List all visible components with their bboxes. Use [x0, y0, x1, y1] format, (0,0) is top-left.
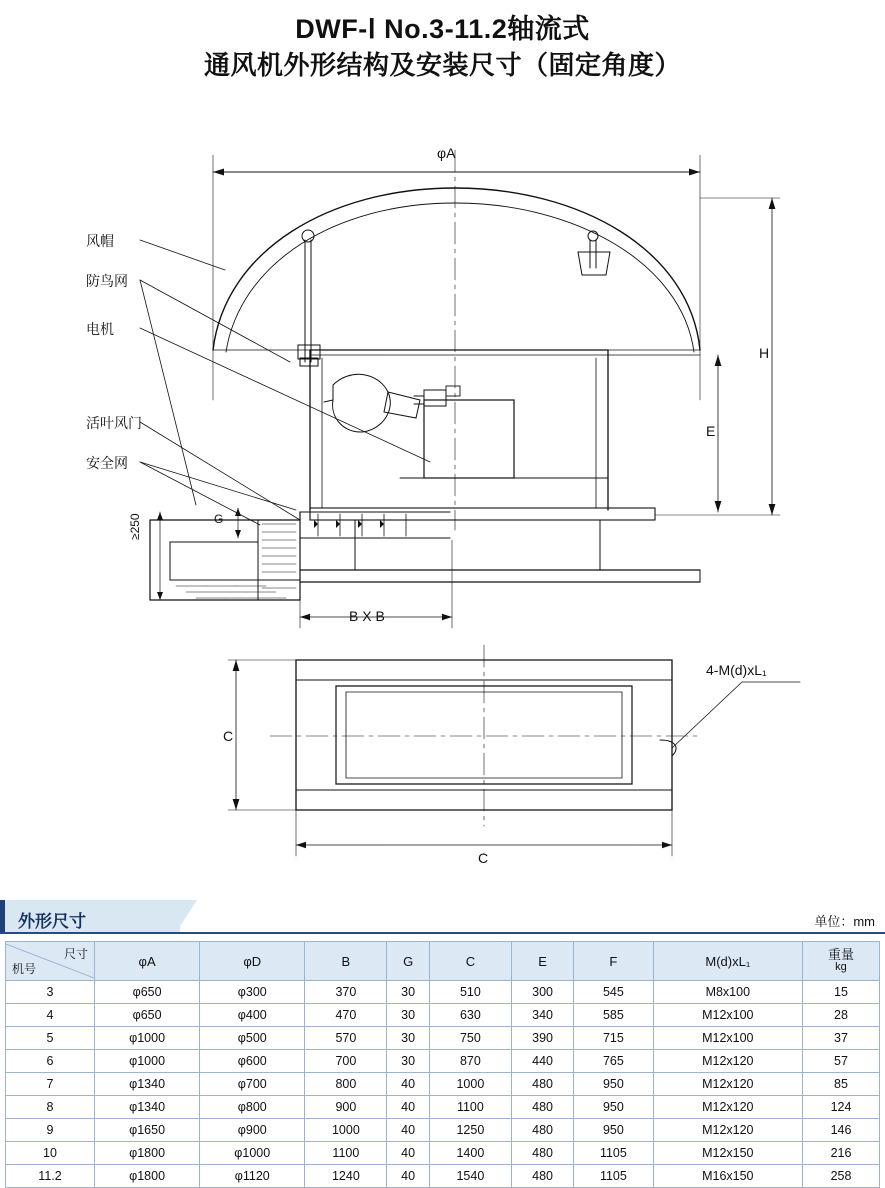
cell-bolt: M12x100	[653, 1004, 802, 1027]
cell-phi-d: φ600	[200, 1050, 305, 1073]
col-header-f: F	[574, 942, 653, 981]
callout-wind-cap: 风帽	[86, 233, 114, 249]
cell-b: 570	[305, 1027, 387, 1050]
cell-c: 1100	[429, 1096, 511, 1119]
cell-g: 30	[387, 981, 429, 1004]
cell-c: 870	[429, 1050, 511, 1073]
cell-b: 470	[305, 1004, 387, 1027]
cell-model: 6	[6, 1050, 95, 1073]
dim-e: E	[706, 423, 716, 439]
cell-phi-d: φ1000	[200, 1142, 305, 1165]
technical-drawing	[0, 100, 885, 890]
cell-phi-a: φ1800	[95, 1142, 200, 1165]
dim-c-horizontal: C	[478, 850, 489, 866]
cell-c: 1250	[429, 1119, 511, 1142]
cell-f: 765	[574, 1050, 653, 1073]
table-row	[6, 981, 880, 1004]
cell-bolt: M8x100	[653, 981, 802, 1004]
title-line-1: DWF-Ⅰ No.3-11.2轴流式	[295, 14, 590, 44]
cell-model: 4	[6, 1004, 95, 1027]
col-header-weight-line2: kg	[835, 961, 847, 974]
cell-phi-a: φ1800	[95, 1165, 200, 1188]
col-header-g: G	[387, 942, 429, 981]
cell-phi-d: φ300	[200, 981, 305, 1004]
section-divider	[0, 932, 885, 934]
cell-weight: 15	[802, 981, 879, 1004]
cell-bolt: M12x120	[653, 1119, 802, 1142]
col-header-e: E	[511, 942, 573, 981]
unit-note: 单位：mm	[814, 914, 875, 929]
cell-e: 480	[511, 1096, 573, 1119]
cell-c: 750	[429, 1027, 511, 1050]
cell-f: 950	[574, 1119, 653, 1142]
table-row	[6, 1119, 880, 1142]
title-line-2: 通风机外形结构及安装尺寸（固定角度）	[203, 49, 681, 80]
cell-bolt: M12x100	[653, 1027, 802, 1050]
cell-e: 340	[511, 1004, 573, 1027]
cell-model: 11.2	[6, 1165, 95, 1188]
cell-phi-d: φ900	[200, 1119, 305, 1142]
table-row	[6, 1096, 880, 1119]
cell-bolt: M12x120	[653, 1073, 802, 1096]
cell-model: 3	[6, 981, 95, 1004]
cell-g: 30	[387, 1050, 429, 1073]
cell-b: 900	[305, 1096, 387, 1119]
cell-e: 480	[511, 1073, 573, 1096]
cell-phi-d: φ400	[200, 1004, 305, 1027]
cell-phi-a: φ1000	[95, 1050, 200, 1073]
cell-weight: 124	[802, 1096, 879, 1119]
cell-bolt: M12x150	[653, 1142, 802, 1165]
cell-weight: 37	[802, 1027, 879, 1050]
col-header-b: B	[305, 942, 387, 981]
cell-bolt: M12x120	[653, 1050, 802, 1073]
dimensions-table	[5, 941, 880, 1188]
callout-damper: 活叶风门	[86, 415, 142, 431]
table-row	[6, 1073, 880, 1096]
cell-g: 30	[387, 1027, 429, 1050]
cell-phi-a: φ650	[95, 1004, 200, 1027]
cell-f: 1105	[574, 1142, 653, 1165]
cell-g: 40	[387, 1142, 429, 1165]
cell-weight: 85	[802, 1073, 879, 1096]
callout-safety-net: 安全网	[86, 455, 128, 471]
cell-model: 8	[6, 1096, 95, 1119]
cell-phi-a: φ1000	[95, 1027, 200, 1050]
cell-phi-d: φ500	[200, 1027, 305, 1050]
col-header-weight	[802, 942, 879, 981]
cell-b: 370	[305, 981, 387, 1004]
cell-e: 480	[511, 1142, 573, 1165]
drawing-svg	[0, 100, 885, 890]
cell-phi-d: φ700	[200, 1073, 305, 1096]
cell-b: 1100	[305, 1142, 387, 1165]
corner-label-model: 机号	[12, 962, 37, 976]
cell-e: 480	[511, 1165, 573, 1188]
cell-bolt: M16x150	[653, 1165, 802, 1188]
cell-e: 440	[511, 1050, 573, 1073]
dim-c-vertical: C	[223, 728, 234, 744]
section-header	[0, 900, 885, 934]
cell-f: 950	[574, 1096, 653, 1119]
cell-model: 7	[6, 1073, 95, 1096]
cell-e: 390	[511, 1027, 573, 1050]
cell-b: 1240	[305, 1165, 387, 1188]
page-title	[0, 0, 885, 82]
table-row	[6, 1142, 880, 1165]
cell-model: 5	[6, 1027, 95, 1050]
cell-weight: 57	[802, 1050, 879, 1073]
cell-b: 1000	[305, 1119, 387, 1142]
cell-e: 300	[511, 981, 573, 1004]
cell-b: 700	[305, 1050, 387, 1073]
cell-c: 1540	[429, 1165, 511, 1188]
section-heading: 外形尺寸	[18, 912, 86, 931]
table-row	[6, 1165, 880, 1188]
table-corner-cell	[6, 942, 95, 981]
cell-g: 40	[387, 1073, 429, 1096]
cell-phi-a: φ1650	[95, 1119, 200, 1142]
cell-phi-d: φ1120	[200, 1165, 305, 1188]
col-header-phi-a: φA	[95, 942, 200, 981]
cell-c: 1000	[429, 1073, 511, 1096]
cell-phi-a: φ1340	[95, 1096, 200, 1119]
cell-weight: 216	[802, 1142, 879, 1165]
dim-phi-a: φA	[437, 145, 456, 161]
cell-model: 10	[6, 1142, 95, 1165]
cell-bolt: M12x120	[653, 1096, 802, 1119]
cell-g: 40	[387, 1119, 429, 1142]
cell-weight: 146	[802, 1119, 879, 1142]
col-header-weight-line1: 重量	[827, 947, 854, 963]
cell-f: 950	[574, 1073, 653, 1096]
cell-f: 585	[574, 1004, 653, 1027]
col-header-phi-d: φD	[200, 942, 305, 981]
cell-model: 9	[6, 1119, 95, 1142]
cell-g: 40	[387, 1096, 429, 1119]
cell-f: 545	[574, 981, 653, 1004]
cell-weight: 28	[802, 1004, 879, 1027]
table-row	[6, 1004, 880, 1027]
table-row	[6, 1027, 880, 1050]
table-header-row	[6, 942, 880, 981]
table-row	[6, 1050, 880, 1073]
dim-bxb: B X B	[349, 608, 385, 624]
col-header-bolt: M(d)xL₁	[653, 942, 802, 981]
dim-min-250: ≥250	[128, 513, 142, 540]
col-header-c: C	[429, 942, 511, 981]
cell-phi-d: φ800	[200, 1096, 305, 1119]
dim-g: G	[214, 512, 224, 526]
cell-c: 630	[429, 1004, 511, 1027]
cell-phi-a: φ1340	[95, 1073, 200, 1096]
cell-g: 30	[387, 1004, 429, 1027]
cell-b: 800	[305, 1073, 387, 1096]
callout-bird-net: 防鸟网	[86, 273, 128, 289]
cell-c: 510	[429, 981, 511, 1004]
cell-e: 480	[511, 1119, 573, 1142]
corner-label-size: 尺寸	[63, 947, 88, 961]
table-body	[6, 981, 880, 1188]
cell-weight: 258	[802, 1165, 879, 1188]
cell-c: 1400	[429, 1142, 511, 1165]
section-header-bar-tail	[175, 900, 197, 934]
cell-f: 1105	[574, 1165, 653, 1188]
dim-bolt-note: 4-M(d)xL₁	[706, 662, 767, 678]
cell-g: 40	[387, 1165, 429, 1188]
cell-phi-a: φ650	[95, 981, 200, 1004]
callout-motor: 电机	[86, 321, 114, 337]
dim-h: H	[759, 345, 770, 361]
cell-f: 715	[574, 1027, 653, 1050]
